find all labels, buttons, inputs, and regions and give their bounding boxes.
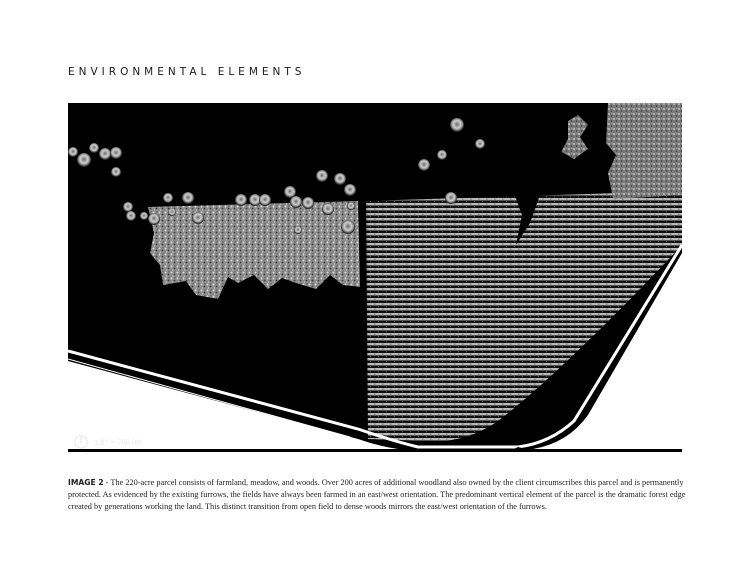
north-arrow-icon bbox=[74, 435, 88, 449]
section-title: ENVIRONMENTAL ELEMENTS bbox=[68, 66, 306, 78]
meadow-patch bbox=[148, 201, 360, 299]
site-aerial-map bbox=[68, 103, 682, 452]
aerial-map-graphic bbox=[68, 103, 682, 452]
caption-text: - The 220-acre parcel consists of farmland, meadow, and woods. Over 200 acres of additional woodland also owned by the client circumscribes this parcel and is permanently protected. As evidenced by the existing furrows, the fields have always been farmed in an east/west orientation. The predominant vertical element of the parcel is the dramatic forest edge created by generations working the land. This distinct transition from open field to dense woods mirrors the east/west orientation of the furrows. bbox=[68, 478, 686, 512]
scale-label: 1.0" = 700.00' bbox=[94, 437, 143, 447]
woodland-patch bbox=[606, 103, 682, 199]
map-scale bbox=[74, 435, 142, 449]
figure-caption bbox=[68, 477, 686, 514]
caption-label: IMAGE 2 bbox=[68, 478, 104, 487]
